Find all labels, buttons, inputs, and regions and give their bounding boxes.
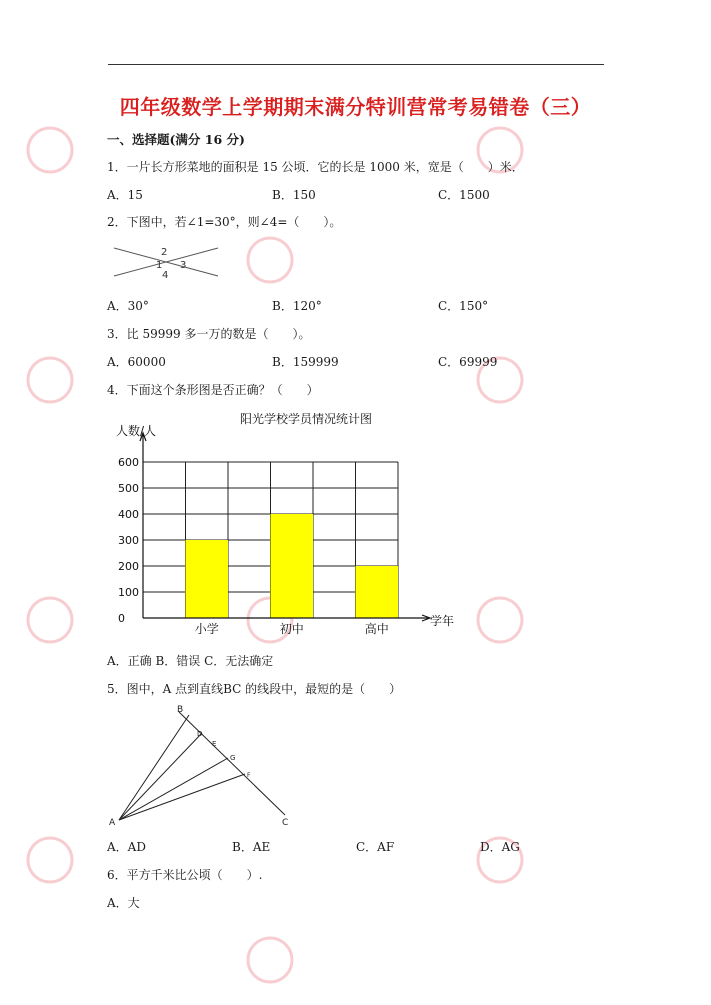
- point-f: F: [247, 772, 251, 779]
- y-tick-label: 600: [118, 456, 139, 469]
- question-1: 1．一片长方形菜地的面积是 15 公顷．它的长是 1000 米，宽是（ ）米．: [107, 160, 524, 174]
- q2-option-b: B．120°: [272, 299, 322, 313]
- segment-figure: [105, 700, 305, 830]
- watermark-logo-icon: [478, 598, 522, 642]
- q2-option-a: A．30°: [107, 299, 149, 313]
- q1-option-b: B．150: [272, 188, 316, 202]
- q2-option-c: C．150°: [438, 299, 489, 313]
- header-rule: [108, 64, 604, 65]
- category-label: 高中: [364, 622, 389, 636]
- angle-label-3: 3: [180, 260, 187, 271]
- watermark-logo-icon: [248, 238, 292, 282]
- q1-option-c: C．1500: [438, 188, 490, 202]
- chart-y-ticks: [118, 456, 139, 625]
- section-heading: 一、选择题(满分 16 分): [107, 132, 245, 147]
- point-a: A: [109, 818, 116, 828]
- q5-option-d: D．AG: [480, 840, 520, 854]
- point-d: D: [197, 730, 203, 738]
- bar-1: [186, 540, 229, 618]
- watermark-logo-icon: [28, 358, 72, 402]
- q1-option-a: A．15: [107, 188, 143, 202]
- y-tick-label: 100: [118, 586, 139, 599]
- watermark-logo-icon: [248, 938, 292, 982]
- angle-label-2: 2: [161, 247, 168, 258]
- point-e: E: [212, 740, 217, 748]
- category-label: 小学: [194, 622, 219, 636]
- angle-figure: [112, 244, 222, 280]
- question-2: 2．下图中，若∠1=30°，则∠4=（ ）。: [107, 215, 342, 229]
- y-tick-label: 300: [118, 534, 139, 547]
- question-6: 6．平方千米比公顷（ ）.: [107, 868, 263, 882]
- angle-label-1: 1: [156, 260, 163, 271]
- y-tick-label: 400: [118, 508, 139, 521]
- q5-option-b: B．AE: [232, 840, 271, 854]
- bar-chart: [110, 405, 470, 640]
- bar-2: [271, 514, 314, 618]
- chart-title: 阳光学校学员情况统计图: [240, 412, 373, 426]
- y-tick-label: 200: [118, 560, 139, 573]
- y-tick-label: 0: [118, 612, 125, 625]
- chart-bars: [186, 514, 399, 618]
- category-label: 初中: [279, 622, 304, 636]
- angle-label-4: 4: [162, 270, 169, 280]
- watermark-logo-icon: [28, 128, 72, 172]
- point-g: G: [230, 754, 236, 762]
- q3-option-c: C．69999: [438, 355, 498, 369]
- question-4: 4．下面这个条形图是否正确？（ ）: [107, 383, 319, 397]
- question-5: 5．图中，A 点到直线BC 的线段中，最短的是（ ）: [107, 682, 402, 696]
- q6-option-a: A．大: [107, 896, 140, 910]
- q5-option-a: A．AD: [107, 840, 146, 854]
- point-c: C: [282, 818, 289, 828]
- y-tick-label: 500: [118, 482, 139, 495]
- q3-option-b: B．159999: [272, 355, 339, 369]
- chart-ylabel: 人数/人: [116, 424, 157, 438]
- watermark-logo-icon: [28, 598, 72, 642]
- bar-3: [356, 566, 399, 618]
- q4-options: A．正确 B．错误 C．无法确定: [107, 654, 274, 668]
- q3-option-a: A．60000: [107, 355, 166, 369]
- chart-xlabel: 学年: [430, 614, 455, 628]
- point-b: B: [177, 705, 184, 715]
- watermark-logo-icon: [28, 838, 72, 882]
- question-3: 3．比 59999 多一万的数是（ ）。: [107, 327, 311, 341]
- page-title: 四年级数学上学期期末满分特训营常考易错卷（三）: [119, 95, 592, 119]
- chart-categories: [195, 621, 389, 636]
- q5-option-c: C．AF: [356, 840, 395, 854]
